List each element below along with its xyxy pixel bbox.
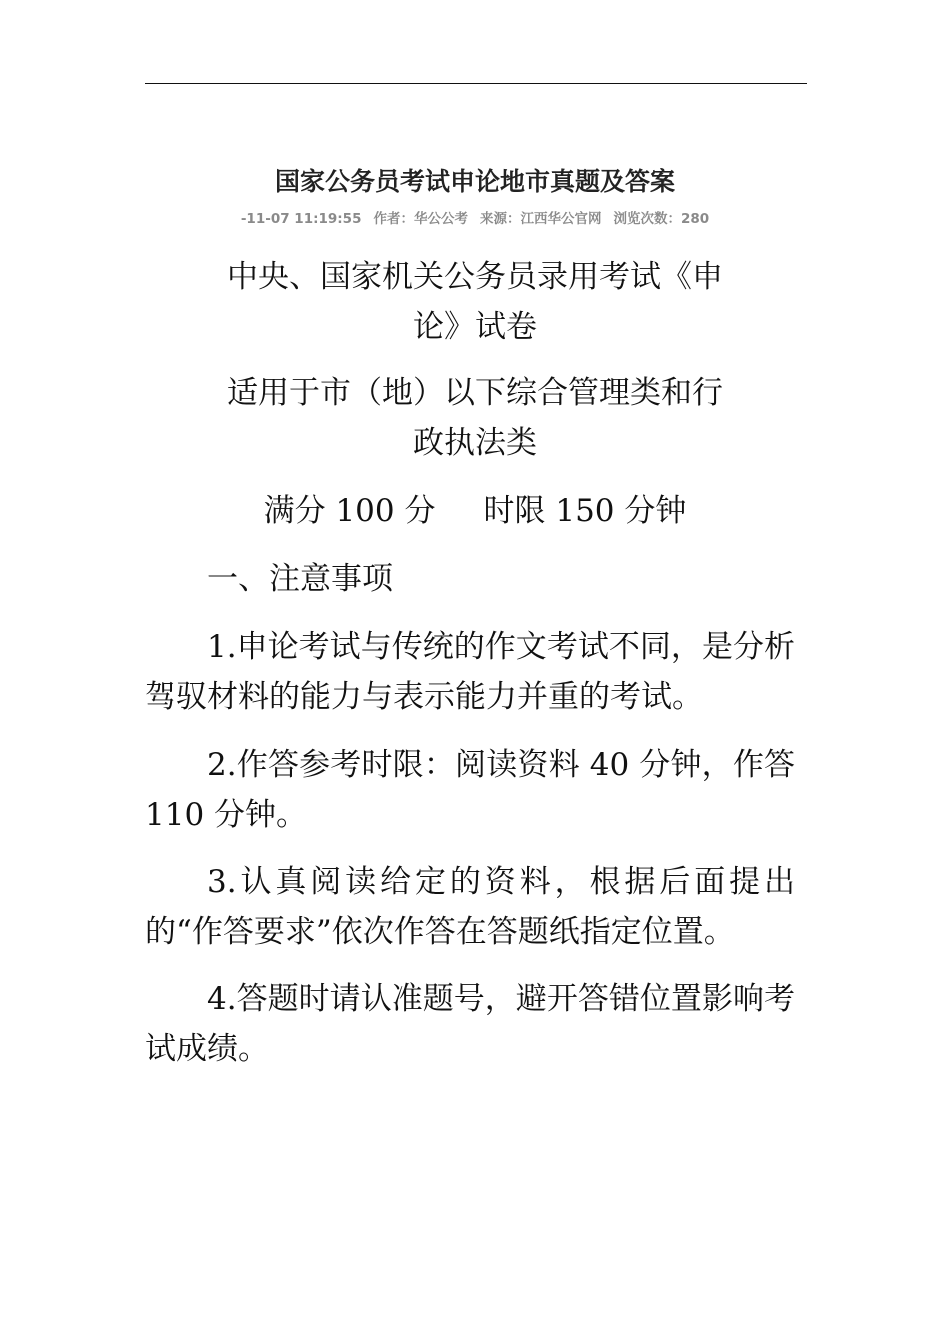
notice-heading: 一、注意事项 (207, 561, 393, 597)
header-divider (145, 83, 807, 84)
score-time-line (0, 486, 950, 536)
notice-item: 2.作答参考时限：阅读资料 40 分钟，作答 110 分钟。 (145, 747, 795, 833)
notice-item: 3.认真阅读给定的资料，根据后面提出的“作答要求”依次作答在答题纸指定位置。 (145, 864, 795, 950)
paper-title: 中央、国家机关公务员录用考试《申论》试卷 (227, 259, 723, 345)
meta-author: 作者：华公公考 (373, 211, 468, 227)
notice-item: 1.申论考试与传统的作文考试不同，是分析驾驭材料的能力与表示能力并重的考试。 (145, 629, 795, 715)
notice-item: 4.答题时请认准题号，避开答错位置影响考试成绩。 (145, 981, 795, 1067)
meta-datetime: -11-07 11:19:55 (240, 211, 362, 227)
full-score: 满分 100 分 (263, 493, 436, 529)
meta-source: 来源：江西华公官网 (479, 211, 602, 227)
article-meta (0, 208, 950, 230)
article-title: 国家公务员考试申论地市真题及答案 (274, 167, 675, 196)
meta-views: 浏览次数：280 (613, 211, 710, 227)
time-limit: 时限 150 分钟 (483, 493, 687, 529)
paper-subtitle: 适用于市（地）以下综合管理类和行政执法类 (227, 375, 723, 461)
